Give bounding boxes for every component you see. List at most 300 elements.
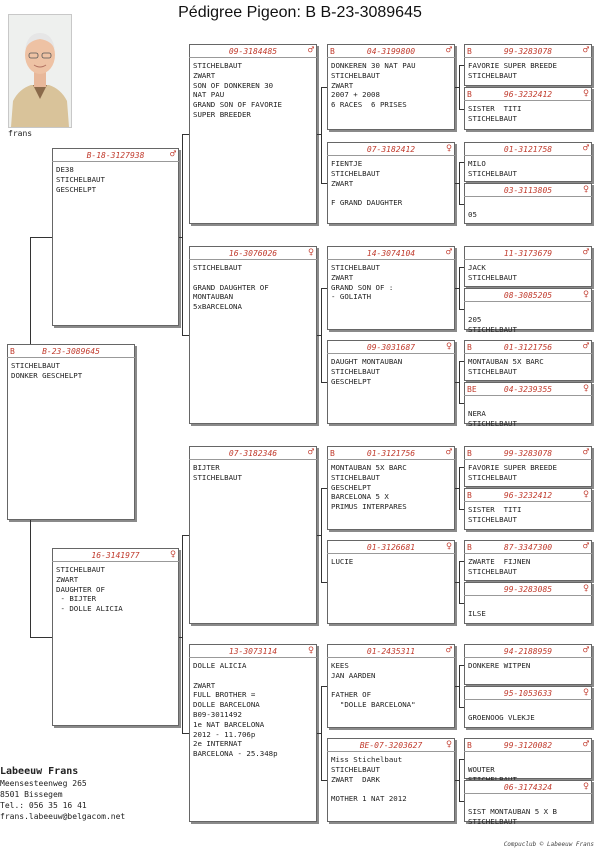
detail-line: STICHELBAUT xyxy=(331,263,380,272)
pedigree-header xyxy=(330,144,452,155)
detail-line: - DOLLE ALICIA xyxy=(56,604,123,614)
country-prefix: B xyxy=(467,47,472,56)
detail-line: STICHELBAUT xyxy=(193,263,242,272)
pedigree-header xyxy=(330,46,452,57)
female-symbol-icon: ♀ xyxy=(445,143,452,154)
detail-line xyxy=(468,599,588,609)
connector-line xyxy=(459,204,464,205)
detail-line: DOLLE ALICIA xyxy=(193,661,247,670)
connector-line xyxy=(459,162,460,204)
detail-line: 1e NAT BARCELONA xyxy=(193,719,265,729)
detail-line: ZWARTE FIJNEN xyxy=(468,557,531,566)
connector-line xyxy=(321,288,327,289)
ring-number: 07-3182412 xyxy=(366,145,416,154)
pigeon-details xyxy=(465,596,591,619)
ring-number: 04-3239355 xyxy=(503,385,553,394)
connector-line xyxy=(182,335,189,336)
connector-line xyxy=(459,267,460,309)
female-symbol-icon: ♀ xyxy=(445,541,452,552)
country-prefix: B xyxy=(467,90,472,99)
connector-line xyxy=(459,561,460,603)
connector-line xyxy=(459,759,460,801)
great-great-grandparent-card xyxy=(464,738,592,779)
pigeon-details xyxy=(465,302,591,334)
female-symbol-icon: ♀ xyxy=(582,88,589,99)
ring-number: 94-2188959 xyxy=(503,647,553,656)
connector-line xyxy=(182,134,183,336)
female-symbol-icon: ♀ xyxy=(307,247,314,258)
connector-line xyxy=(459,603,464,604)
ring-number: 06-3174324 xyxy=(503,783,553,792)
detail-line: STICHELBAUT xyxy=(56,565,105,574)
pigeon-details xyxy=(465,554,591,577)
connector-line xyxy=(321,288,322,382)
detail-line: NERA xyxy=(468,408,486,418)
connector-line xyxy=(459,361,464,362)
connector-line xyxy=(182,733,189,734)
detail-line: STICHELBAUT xyxy=(331,70,380,80)
detail-line: STICHELBAUT xyxy=(331,366,380,376)
connector-line xyxy=(30,637,52,638)
detail-line: STICHELBAUT xyxy=(468,418,517,428)
detail-line: STICHELBAUT xyxy=(468,816,517,826)
pigeon-details xyxy=(465,658,591,671)
ring-number: BE-07-3203627 xyxy=(359,741,423,750)
detail-line: MILO xyxy=(468,159,486,168)
connector-line xyxy=(317,134,321,135)
pigeon-details xyxy=(328,58,454,110)
connector-line xyxy=(321,183,327,184)
female-symbol-icon: ♀ xyxy=(169,549,176,560)
ring-number: B-23-3089645 xyxy=(42,347,100,356)
detail-line: GESCHELPT xyxy=(331,482,372,492)
detail-line: SIST MONTAUBAN 5 X B xyxy=(468,806,557,816)
pigeon-details xyxy=(465,58,591,81)
ring-number: 16-3141977 xyxy=(91,551,140,560)
pigeon-details xyxy=(328,460,454,512)
detail-line: WOUTER xyxy=(468,764,495,774)
ring-number: 01-3121758 xyxy=(503,145,553,154)
great-grandparent-card xyxy=(327,44,455,130)
detail-line: ZWART xyxy=(193,680,216,690)
detail-line: SON OF DONKEREN 30 xyxy=(193,80,274,90)
detail-line xyxy=(468,200,588,210)
detail-line: DONKEREN 30 NAT PAU xyxy=(331,61,416,70)
male-symbol-icon: ♂ xyxy=(169,149,176,160)
detail-line: ZWART DARK xyxy=(331,774,380,784)
connector-line xyxy=(182,535,189,536)
connector-line xyxy=(321,686,327,687)
detail-line: - BIJTER xyxy=(56,594,97,604)
connector-line xyxy=(30,520,31,637)
female-symbol-icon: ♀ xyxy=(582,583,589,594)
pedigree-header xyxy=(467,144,589,155)
subject-pigeon-card xyxy=(7,344,135,520)
male-symbol-icon: ♂ xyxy=(582,541,589,552)
dam-card xyxy=(52,548,179,726)
pigeon-details xyxy=(328,354,454,386)
great-great-grandparent-card xyxy=(464,780,592,826)
detail-line: DAUGHT MONTAUBAN xyxy=(331,357,403,366)
female-symbol-icon: ♀ xyxy=(445,341,452,352)
connector-line xyxy=(455,183,459,184)
detail-line: STICHELBAUT xyxy=(468,324,517,334)
detail-line: 2e INTERNAT xyxy=(193,739,242,749)
connector-line xyxy=(459,403,464,404)
country-prefix: B xyxy=(467,343,472,352)
connector-line xyxy=(455,288,459,289)
ring-number: 16-3076026 xyxy=(228,249,278,258)
connector-line xyxy=(182,134,189,135)
detail-line: SISTER TITI xyxy=(468,104,522,113)
great-great-grandparent-card xyxy=(464,87,592,130)
detail-line: 5xBARCELONA xyxy=(193,302,242,312)
detail-line: ZWART xyxy=(193,70,216,80)
detail-line xyxy=(468,703,588,713)
detail-line: GRAND DAUGHTER OF xyxy=(193,282,269,292)
pedigree-header xyxy=(192,46,314,57)
connector-line xyxy=(182,535,183,733)
detail-line: JAN AARDEN xyxy=(331,670,376,680)
great-great-grandparent-card xyxy=(464,340,592,381)
ring-number: 01-2435311 xyxy=(366,647,416,656)
great-great-grandparent-card xyxy=(464,382,592,428)
detail-line: "DOLLE BARCELONA" xyxy=(331,700,416,710)
country-prefix: B xyxy=(467,449,472,458)
pedigree-header xyxy=(467,646,589,657)
pedigree-header xyxy=(467,89,589,100)
detail-line: FAVORIE SUPER BREEDE xyxy=(468,61,557,70)
detail-line: SISTER TITI xyxy=(468,505,522,514)
breeder-phone: Tel.: 056 35 16 41 xyxy=(0,801,87,810)
country-prefix: B xyxy=(330,47,335,56)
ring-number: 09-3031687 xyxy=(366,343,416,352)
connector-line xyxy=(321,780,327,781)
detail-line xyxy=(468,305,588,315)
connector-line xyxy=(30,237,52,238)
connector-line xyxy=(455,582,459,583)
detail-line: F GRAND DAUGHTER xyxy=(331,198,403,208)
female-symbol-icon: ♀ xyxy=(582,383,589,394)
great-great-grandparent-card xyxy=(464,644,592,685)
great-great-grandparent-card xyxy=(464,446,592,487)
pigeon-details xyxy=(465,794,591,826)
male-symbol-icon: ♂ xyxy=(582,45,589,56)
detail-line xyxy=(468,797,588,807)
detail-line: 2007 + 2008 xyxy=(331,90,380,100)
detail-line: FAVORIE SUPER BREEDE xyxy=(468,463,557,472)
male-symbol-icon: ♂ xyxy=(582,645,589,656)
ring-number: 01-3121756 xyxy=(366,449,416,458)
breeder-email: frans.labeeuw@belgacom.net xyxy=(0,812,126,821)
connector-line xyxy=(459,361,460,403)
detail-line: FULL BROTHER = xyxy=(193,690,256,700)
connector-line xyxy=(459,109,464,110)
pedigree-header xyxy=(330,542,452,553)
pigeon-details xyxy=(465,700,591,723)
pedigree-header xyxy=(192,448,314,459)
detail-line: Miss Stichelbaut xyxy=(331,755,403,764)
detail-line: 05 xyxy=(468,209,477,219)
detail-line xyxy=(193,273,313,283)
connector-line xyxy=(459,707,464,708)
pigeon-details xyxy=(465,156,591,179)
great-grandparent-card xyxy=(327,446,455,530)
breeder-city: 8501 Bissegem xyxy=(0,790,63,799)
ring-number: 01-3126681 xyxy=(366,543,416,552)
pigeon-details xyxy=(328,156,454,208)
ring-number: 07-3182346 xyxy=(228,449,278,458)
detail-line: STICHELBAUT xyxy=(331,168,380,178)
detail-line: B09-3011492 xyxy=(193,709,242,719)
pedigree-header xyxy=(467,688,589,699)
detail-line: DAUGHTER OF xyxy=(56,584,105,594)
connector-line xyxy=(459,561,464,562)
pedigree-header xyxy=(467,782,589,793)
ring-number: 04-3199800 xyxy=(366,47,416,56)
great-great-grandparent-card xyxy=(464,540,592,581)
ring-number: 11-3173679 xyxy=(503,249,553,258)
pigeon-details xyxy=(190,58,316,120)
detail-line xyxy=(331,188,451,198)
pigeon-details xyxy=(328,260,454,302)
detail-line: DONKERE WITPEN xyxy=(468,661,531,670)
pigeon-details xyxy=(328,658,454,710)
female-symbol-icon: ♀ xyxy=(582,781,589,792)
connector-line xyxy=(459,267,464,268)
connector-line xyxy=(455,780,459,781)
country-prefix: B xyxy=(330,449,335,458)
great-grandparent-card xyxy=(327,540,455,624)
ring-number: 96-3232412 xyxy=(503,491,553,500)
connector-line xyxy=(321,87,327,88)
male-symbol-icon: ♂ xyxy=(307,447,314,458)
detail-line: STICHELBAUT xyxy=(468,168,517,178)
great-grandparent-card xyxy=(327,738,455,822)
breeder-photo xyxy=(8,14,72,128)
pedigree-header xyxy=(467,342,589,353)
detail-line: DONKER GESCHELPT xyxy=(11,370,83,380)
great-great-grandparent-card xyxy=(464,44,592,86)
pedigree-header xyxy=(10,346,132,357)
pedigree-header xyxy=(192,646,314,657)
connector-line xyxy=(179,237,182,238)
detail-line: PRIMUS INTERPARES xyxy=(331,502,407,512)
female-symbol-icon: ♀ xyxy=(582,489,589,500)
detail-line xyxy=(331,681,451,691)
connector-line xyxy=(455,488,459,489)
photo-caption: frans xyxy=(8,129,33,138)
detail-line: ILSE xyxy=(468,608,486,618)
detail-line: STICHELBAUT xyxy=(468,70,517,80)
country-prefix: B xyxy=(467,741,472,750)
connector-line xyxy=(321,382,327,383)
detail-line: STICHELBAUT xyxy=(331,764,380,774)
pedigree-header xyxy=(467,290,589,301)
connector-line xyxy=(459,665,464,666)
detail-line: STICHELBAUT xyxy=(468,566,517,576)
great-great-grandparent-card xyxy=(464,142,592,182)
pedigree-header xyxy=(467,542,589,553)
pigeon-details xyxy=(328,554,454,567)
detail-line: STICHELBAUT xyxy=(468,272,517,282)
connector-line xyxy=(459,65,464,66)
detail-line: ZWART xyxy=(331,80,354,90)
detail-line: STICHELBAUT xyxy=(468,113,517,123)
connector-line xyxy=(321,686,322,780)
pigeon-details xyxy=(53,562,178,614)
ring-number: 99-3283085 xyxy=(503,585,553,594)
detail-line: 6 RACES 6 PRISES xyxy=(331,100,407,110)
pigeon-details xyxy=(328,752,454,804)
detail-line: STICHELBAUT xyxy=(193,472,242,482)
grandparent-card xyxy=(189,446,317,624)
grandparent-card xyxy=(189,44,317,224)
detail-line xyxy=(468,755,588,765)
connector-line xyxy=(455,87,459,88)
detail-line: STICHELBAUT xyxy=(468,366,517,376)
ring-number: 14-3074104 xyxy=(366,249,416,258)
detail-line: STICHELBAUT xyxy=(11,361,60,370)
pedigree-header xyxy=(192,248,314,259)
detail-line: GROENOOG VLEKJE xyxy=(468,712,535,722)
detail-line: BIJTER xyxy=(193,463,220,472)
great-great-grandparent-card xyxy=(464,183,592,224)
detail-line: FIENTJE xyxy=(331,159,363,168)
connector-line xyxy=(321,488,322,582)
detail-line: DE38 xyxy=(56,165,74,174)
ring-number: B-18-3127938 xyxy=(86,151,145,160)
ring-number: 08-3085205 xyxy=(503,291,553,300)
country-prefix: B xyxy=(10,347,15,356)
connector-line xyxy=(317,335,321,336)
detail-line xyxy=(331,784,451,794)
detail-line: KEES xyxy=(331,661,349,670)
ring-number: 95-1053633 xyxy=(503,689,553,698)
ring-number: 87-3347300 xyxy=(503,543,553,552)
country-prefix: BE xyxy=(467,385,477,394)
connector-line xyxy=(321,582,327,583)
ring-number: 99-3283078 xyxy=(503,449,553,458)
breeder-address: Meensesteenweg 265 xyxy=(0,779,87,788)
detail-line: MONTAUBAN xyxy=(193,292,234,302)
pedigree-header xyxy=(330,342,452,353)
connector-line xyxy=(459,162,464,163)
connector-line xyxy=(459,309,464,310)
pigeon-details xyxy=(8,358,134,381)
pedigree-header xyxy=(330,646,452,657)
connector-line xyxy=(459,801,464,802)
pedigree-header xyxy=(330,740,452,751)
country-prefix: B xyxy=(467,491,472,500)
detail-line: STICHELBAUT xyxy=(193,61,242,70)
great-grandparent-card xyxy=(327,644,455,728)
male-symbol-icon: ♂ xyxy=(582,447,589,458)
male-symbol-icon: ♂ xyxy=(582,247,589,258)
connector-line xyxy=(459,665,460,707)
detail-line: JACK xyxy=(468,263,486,272)
connector-line xyxy=(459,65,460,109)
grandparent-card xyxy=(189,644,317,822)
pigeon-details xyxy=(190,260,316,312)
male-symbol-icon: ♂ xyxy=(307,45,314,56)
great-grandparent-card xyxy=(327,246,455,330)
pedigree-header xyxy=(55,550,176,561)
detail-line: STICHELBAUT xyxy=(56,174,105,184)
great-great-grandparent-card xyxy=(464,686,592,728)
connector-line xyxy=(459,509,464,510)
connector-line xyxy=(459,467,464,468)
detail-line: GESCHELPT xyxy=(56,184,97,194)
connector-line xyxy=(455,686,459,687)
grandparent-card xyxy=(189,246,317,424)
connector-line xyxy=(30,237,31,344)
detail-line: 2012 - 11.706p xyxy=(193,729,256,739)
detail-line: ZWART xyxy=(56,574,79,584)
detail-line: GRAND SON OF : xyxy=(331,282,394,292)
ring-number: 13-3073114 xyxy=(228,647,278,656)
ring-number: 09-3184485 xyxy=(228,47,278,56)
pedigree-header xyxy=(467,740,589,751)
ring-number: 99-3283078 xyxy=(503,47,553,56)
pigeon-details xyxy=(465,101,591,124)
detail-line: ZWART xyxy=(331,178,354,188)
breeder-info xyxy=(0,765,125,822)
pigeon-details xyxy=(465,502,591,525)
pigeon-details xyxy=(465,260,591,283)
breeder-name: Labeeuw Frans xyxy=(0,766,79,777)
detail-line: GESCHELPT xyxy=(331,376,372,386)
male-symbol-icon: ♂ xyxy=(445,45,452,56)
pigeon-details xyxy=(465,354,591,377)
pedigree-header xyxy=(55,150,176,161)
connector-line xyxy=(459,467,460,509)
great-grandparent-card xyxy=(327,142,455,224)
female-symbol-icon: ♀ xyxy=(445,739,452,750)
pedigree-header xyxy=(467,185,589,196)
connector-line xyxy=(321,87,322,183)
female-symbol-icon: ♀ xyxy=(582,289,589,300)
connector-line xyxy=(317,733,321,734)
ring-number: 03-3113805 xyxy=(503,186,553,195)
connector-line xyxy=(317,535,321,536)
great-great-grandparent-card xyxy=(464,246,592,287)
pigeon-details xyxy=(53,162,178,194)
great-grandparent-card xyxy=(327,340,455,424)
detail-line: ZWART xyxy=(331,272,354,282)
detail-line: BARCELONA 5 X xyxy=(331,492,389,502)
pedigree-header xyxy=(467,490,589,501)
ring-number: 99-3120082 xyxy=(503,741,553,750)
detail-line xyxy=(468,399,588,409)
detail-line xyxy=(193,671,313,681)
great-great-grandparent-card xyxy=(464,582,592,624)
pedigree-header xyxy=(467,584,589,595)
pedigree-header xyxy=(330,248,452,259)
ring-number: 96-3232412 xyxy=(503,90,553,99)
detail-line: SUPER BREEDER xyxy=(193,109,251,119)
male-symbol-icon: ♂ xyxy=(582,143,589,154)
connector-line xyxy=(179,637,182,638)
detail-line: GRAND SON OF FAVORIE xyxy=(193,100,282,110)
male-symbol-icon: ♂ xyxy=(445,645,452,656)
pigeon-details xyxy=(190,460,316,483)
male-symbol-icon: ♂ xyxy=(445,447,452,458)
sire-card xyxy=(52,148,179,326)
pedigree-header xyxy=(467,248,589,259)
great-great-grandparent-card xyxy=(464,488,592,530)
pedigree-header xyxy=(467,448,589,459)
